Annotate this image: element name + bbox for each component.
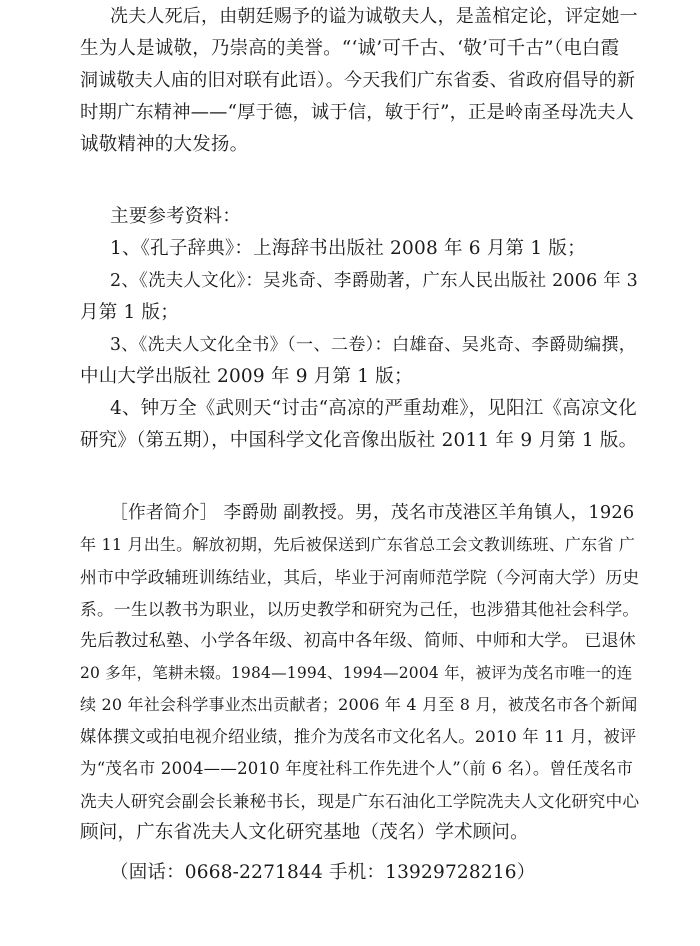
reference-item: 4、钟万全《武则天“讨击“高凉的严重劫难》，见阳江《高凉文化 [110, 398, 637, 419]
reference-item: 2、《冼夫人文化》：吴兆奇、李爵勋著，广东人民出版社 2006 年 3 [110, 271, 638, 291]
author-bio-line: 顾问，广东省冼夫人文化研究基地（茂名）学术顾问。 [80, 822, 529, 843]
reference-item: 3、《冼夫人文化全书》（一、二卷）：白雄奋、吴兆奇、李爵勋编撰， [110, 335, 637, 355]
conclusion-line: 时期广东精神——“厚于德，诚于信，敏于行”，正是岭南圣母冼夫人 [80, 102, 635, 123]
author-bio-line: 续 20 年社会科学事业杰出贡献者；2006 年 4 月至 8 月，被茂名市各个新闻 [80, 695, 638, 714]
reference-item-cont: 中山大学出版社 2009 年 9 月第 1 版； [80, 366, 413, 387]
author-bio-line: 先后教过私塾、小学各年级、初高中各年级、简师、中师和大学。 已退休 [80, 631, 637, 651]
reference-item-cont: 月第 1 版； [80, 302, 179, 323]
author-bio-line: ［作者简介］ 李爵勋 副教授。男，茂名市茂港区羊角镇人，1926 [110, 503, 635, 523]
references-heading: 主要参考资料： [110, 206, 241, 227]
author-bio-line: 冼夫人研究会副会长兼秘书长，现是广东石油化工学院冼夫人文化研究中心 [80, 791, 640, 811]
conclusion-line: 洞诚敬夫人庙的旧对联有此语）。今天我们广东省委、省政府倡导的新 [80, 70, 636, 91]
author-bio-line: 媒体撰文或拍电视介绍业绩，推介为茂名市文化名人。2010 年 11 月，被评 [80, 727, 637, 746]
author-contact: （固话：0668-2271844 手机：13929728216） [110, 862, 536, 883]
conclusion-line: 生为人是诚敬，乃崇高的美誉。“‘诚’可千古、‘敬’可千古”（电白霞 [80, 38, 620, 59]
conclusion-line: 诚敬精神的大发扬。 [80, 134, 249, 155]
author-bio-line: 年 11 月出生。解放初期，先后被保送到广东省总工会文教训练班、广东省 广 [80, 535, 636, 554]
reference-item-cont: 研究》（第五期），中国科学文化音像出版社 2011 年 9 月第 1 版。 [80, 430, 638, 451]
author-bio-line: 系。一生以教书为职业，以历史教学和研究为己任，也涉猎其他社会科学。 [80, 599, 640, 619]
author-bio-line: 20 多年，笔耕未辍。1984—1994、1994—2004 年，被评为茂名市唯一的连 [80, 664, 633, 682]
author-bio-line: 为“茂名市 2004——2010 年度社科工作先进个人”（前 6 名）。曾任茂名市 [80, 759, 634, 778]
author-bio-line: 州市中学政辅班训练结业，其后，毕业于河南师范学院（今河南大学）历史 [80, 567, 640, 587]
reference-item: 1、《孔子辞典》：上海辞书出版社 2008 年 6 月第 1 版； [110, 238, 586, 259]
conclusion-line: 冼夫人死后，由朝廷赐予的谥为诚敬夫人，是盖棺定论，评定她一 [110, 6, 638, 27]
